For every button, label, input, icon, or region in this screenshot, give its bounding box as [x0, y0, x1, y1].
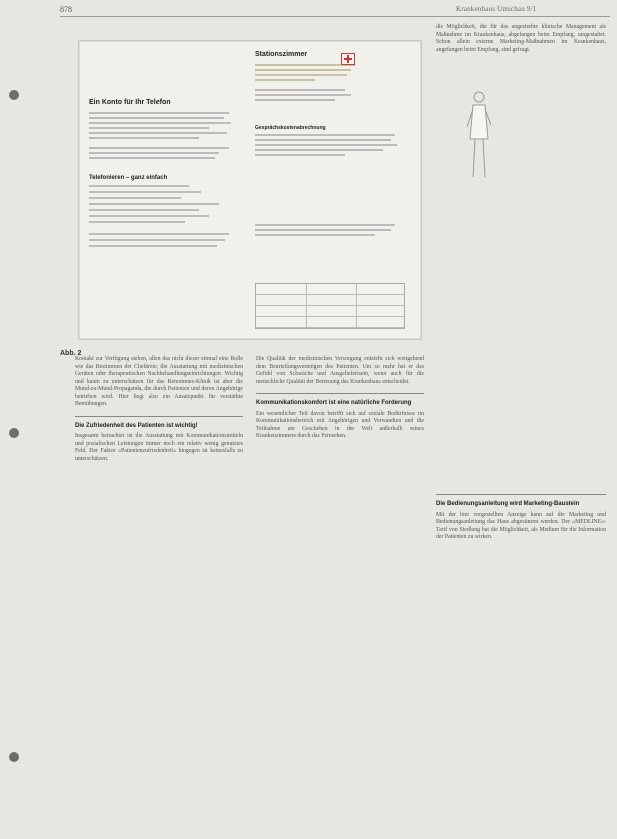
medical-cross-icon — [341, 53, 355, 65]
section-divider — [75, 416, 243, 417]
column-3-top: die Möglichkeit, die für das angestrebte klinische Management als Maßnahme im Krankenhaus, abgefangen beim Empfang, umgestaltet. Schon allein externe Marketing-Maßnahmen im Krankenhaus, angefangen beim Empfang, sind gefragt. — [436, 24, 606, 53]
form-table — [255, 283, 405, 329]
right-card-subtitle: Gesprächskostenabrechnung — [255, 125, 326, 131]
binder-hole — [9, 90, 19, 100]
right-card — [255, 51, 405, 205]
section-divider — [256, 393, 424, 394]
left-card-title: Ein Konto für Ihr Telefon — [89, 99, 171, 106]
header-rule — [60, 16, 610, 17]
nurse-illustration-icon — [465, 87, 493, 183]
column-2-heading: Kommunikationskomfort ist eine natürliche Forderung — [256, 400, 412, 406]
right-card-lines — [255, 64, 405, 101]
right-card-title: Stationszimmer — [255, 51, 308, 58]
binder-hole — [9, 752, 19, 762]
column-1-body: Insgesamt betrachtet ist die Ausstattung mit Kommunikationsmitteln und postalischen Leistungen immer noch ein relativ wenig genutztes Feld. Der Faktor »Patientenzufriedenheit« hingegen ist keinesfalls zu unterschätzen. — [75, 433, 243, 462]
running-title: Krankenhaus Umschau 9/1 — [456, 5, 537, 13]
figure-telephone-brochure — [78, 40, 422, 340]
figure-caption: Abb. 2 — [60, 350, 82, 357]
right-card-body — [255, 134, 405, 156]
left-card-subtitle: Telefonieren – ganz einfach — [89, 175, 168, 181]
binder-hole — [9, 428, 19, 438]
column-2 — [256, 356, 424, 448]
phone-log-form — [255, 221, 405, 329]
left-card — [89, 99, 239, 251]
page-number: 878 — [60, 5, 72, 14]
form-lines — [255, 224, 405, 236]
column-2-body: Ein wesentlicher Teil davon betrifft sich auf soziale Bedürfnisse im Kommunikationsbereich mit Angehörigen und Verwandten und die Teilnahme am Geschehen in der Welt außerhalb seines Krankenzimmers durch das Fernsehen. — [256, 410, 424, 439]
left-card-steps — [89, 185, 239, 247]
column-1 — [75, 356, 243, 470]
section-divider — [436, 494, 606, 495]
column-1-top: Kontakt zur Verfügung stehen, allen das nicht dieser einmal eine Rolle wie das Bestimmen der Chefärzte, die Ausstattung mit medizinischen Geräten oder therapeutischen Nachbehandlungseinrichtungen. Wichtig und kaum zu unterschätzen für das Renommee-Klinik ist aber die Mund-zu-Mund-Propaganda, die durch Patienten und deren Angehörige betrieben wird. Hier liegt also ein Ansatzpunkt für verstärkte Bemühungen. — [75, 356, 243, 407]
column-3 — [436, 24, 606, 61]
column-3-body: Mit der hier vorgestellten Anzeige kann auf die Marketing und Bedienungsanleitung das Haus abgestimmt werden. Der »MEDLINE«-Tarif von Siedlung hat die Möglichkeit, als Medium für die Information der Patienten zu wirken. — [436, 511, 606, 540]
column-1-heading: Die Zufriedenheit des Patienten ist wichtig! — [75, 422, 198, 429]
left-card-lines — [89, 112, 239, 159]
column-3-heading: Die Bedienungsanleitung wird Marketing-Baustein — [436, 501, 580, 507]
column-2-top: Die Qualität der medizinischen Versorgung entzieht sich weitgehend dem Beurteilungsvermögen des Patienten. Um so mehr hat er das Gefühl von Schwäche und Ausgeliefertsein, wenn auch für die menschliche Qualität der Betreuung das Krankenhaus entscheidet. — [256, 356, 424, 385]
column-3-section — [436, 490, 606, 549]
